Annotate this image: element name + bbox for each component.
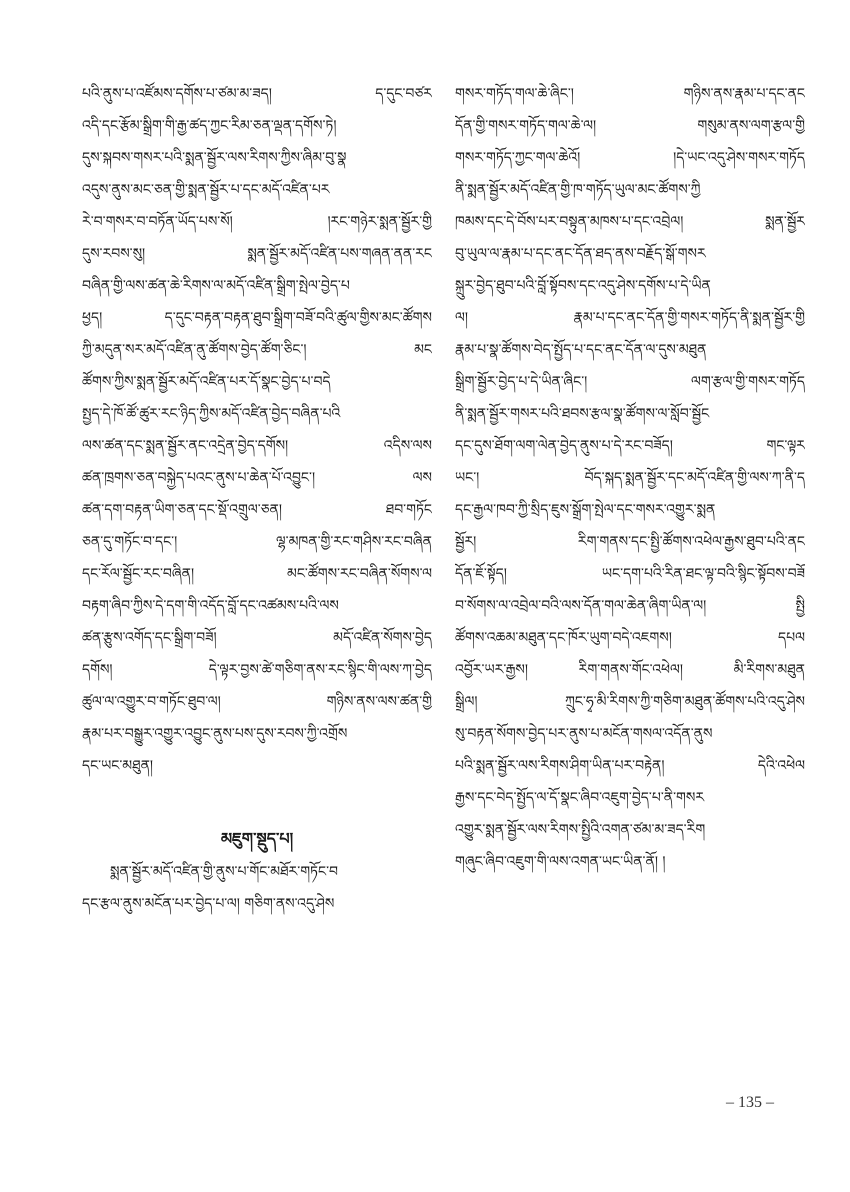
text-line: རྒྱས་དང་བེད་སྤྱོད་ལ་དོ་སྣང་ཞིབ་འཇུག་བྱེད་པ་ནི་གསར [455, 790, 705, 806]
text-line: ལ། རྣམ་པ་དང་ནང་དོན་གྱི་གསར་གཏོད་ནི་སྨན་སྦྱོར་གྱི [455, 310, 805, 326]
text-line: དང་རོལ་སྦྱོང་རང་བཞིན། མང་ཚོགས་རང་བཞིན་སོགས་ལ [82, 566, 432, 582]
text-line: དང་རྒྱལ་ཁབ་ཀྱི་སྲིད་ཇུས་སྒྲོག་སྤེལ་དང་གསར་འགྱུར་སྨན [455, 502, 716, 518]
text-line: ནི་སྨན་སྦྱོར་མདོ་འཛིན་གྱི་ཁ་གཏོད་ཡུལ་མང་ཚོགས་ཀྱི [455, 182, 701, 198]
right-column [455, 78, 805, 878]
text-line: སུ་བརྟན་སོགས་བྱེད་པར་ནུས་པ་མངོན་གསལ་འདོན་ནུས [455, 726, 713, 742]
text-line: ཁམས་དང་དེ་བོས་པར་བསྟུན་མཁས་པ་དང་འབྲེལ། སྨན་སྦྱོར [455, 214, 805, 230]
text-line: གསར་གཏོད་ཀྱང་གལ་ཆེའོ། །དེ་ཡང་འདུ་ཤེས་གསར་གཏོད [455, 150, 805, 166]
text-line: ཚན་རྩུས་འགོད་དང་སྒྲིག་བཟོ། མདོ་འཛིན་སོགས་བྱེད [82, 630, 432, 646]
left-column [82, 78, 432, 782]
text-line: ཚན་ཁྲགས་ཅན་བསྐྱེད་པའང་ནུས་པ་ཆེན་པོ་འབྱུང་། ལས [82, 470, 432, 486]
text-line: པའི་ནུས་པ་འཛོམས་དགོས་པ་ཙམ་མ་ཟད། ད་དུང་བཙར [82, 86, 432, 102]
text-line: བ་སོགས་ལ་འབྲེལ་བའི་ལས་དོན་གལ་ཆེན་ཞིག་ཡིན་ལ། སྤྱི [455, 598, 805, 614]
text-line: སྒྲིག་སྦྱོར་བྱེད་པ་དེ་ཡིན་ཞིང་། ལག་རྩལ་གྱི་གསར་གཏོད [455, 374, 805, 390]
text-line: ཚུལ་ལ་འགྱུར་བ་གཏོང་ཐུབ་ལ། གཉིས་ནས་ལས་ཚན་གྱི [82, 694, 432, 710]
text-line: བརྟག་ཞིབ་ཀྱིས་དེ་དག་གི་འདོད་བློ་དང་འཚམས་པའི་ལས [82, 598, 339, 614]
text-line: ཚོགས་ཀྱིས་སྨན་སྦྱོར་མདོ་འཛིན་པར་དོ་སྣང་བྱེད་པ་བདེ [82, 374, 331, 390]
text-line: དང་ཡང་མཐུན། [82, 758, 154, 774]
text-line: ཅན་དུ་གཏོང་བ་དང་། ལྷ་མཁན་གྱི་རང་གཤིས་རང་བཞིན [82, 534, 432, 550]
text-line: བཞིན་གྱི་ལས་ཚན་ཆེ་རིགས་ལ་མདོ་འཛིན་སྒྲིག་སྤེལ་བྱེད་པ [82, 278, 350, 294]
page-number: – 135 – [726, 1094, 774, 1111]
text-line: དུས་སྐབས་གསར་པའི་སྨན་སྦྱོར་ལས་རིགས་ཀྱིས་ཞིམ་བུ་སྣ [82, 150, 347, 166]
text-line: དོན་ཇོ་སྟོད། ཡང་དག་པའི་རིན་ཐང་ལྟ་བའི་སྙིང་སྟོབས་བཟོ [455, 566, 805, 582]
text-line: འདུས་ནུས་མང་ཅན་གྱི་སྨན་སྦྱོར་པ་དང་མདོ་འཛིན་པར [82, 182, 330, 198]
text-line: དུས་རབས་སུ། སྨན་སྦྱོར་མདོ་འཛིན་པས་གཞན་ནན་རང [82, 246, 432, 262]
text-line: དོན་གྱི་གསར་གཏོད་གལ་ཆེ་ལ། གསུམ་ནས་ལག་རྩལ་གྱི [455, 118, 805, 134]
text-line: རྣམ་པར་བསྒྱུར་འགྱུར་འབྱུང་ནུས་པས་དུས་རབས་ཀྱི་འགྲོས [82, 726, 348, 742]
text-line: རེ་བ་གསར་བ་བཏོན་ཡོད་པས་སོ། །རང་གཉེར་སྨན་སྦྱོར་གྱི [82, 214, 432, 230]
text-line: སྨན་སྦྱོར་མདོ་འཛིན་གྱི་ནུས་པ་གོང་མཐོར་གཏོང་བ [110, 864, 338, 880]
text-line: ཕྱད། ད་དུང་བརྟན་བརྟན་ཐུབ་སྒྲིག་བཟོ་བའི་ཚུལ་གྱིས་མང་ཚོགས [82, 310, 432, 326]
text-line: སྒྲིལ། ཀྲུང་ཧྭ་མི་རིགས་ཀྱི་གཅིག་མཐུན་ཚོགས་པའི་འདུ་ཤེས [455, 694, 805, 710]
text-line: དགོས། དེ་ལྟར་བྱས་ཚེ་གཅིག་ནས་རང་སྙིང་གི་ལས་ཀ་བྱེད [82, 662, 432, 678]
text-line: རྣམ་པ་སྣ་ཚོགས་བེད་སྤྱོད་པ་དང་ནང་དོན་ལ་དུས་མཐུན [455, 342, 707, 358]
text-line: གསར་གཏོད་གལ་ཆེ་ཞིང་། གཉིས་ནས་རྣམ་པ་དང་ནང [455, 86, 805, 102]
text-line: བུ་ཡུལ་ལ་རྣམ་པ་དང་ནང་དོན་ཐད་ནས་བརྗོད་སྒོ་གསར [455, 246, 706, 262]
text-line: འདི་དང་རྩོམ་སྒྲིག་གི་རྒྱ་ཚད་ཀྱང་རིམ་ཅན་ལྡན་དགོས་ཏེ། [82, 118, 337, 134]
section-heading: མཇུག་སྡུད་པ། [220, 829, 294, 848]
text-line: དང་རྩལ་ནུས་མངོན་པར་བྱེད་པ་ལ། གཅིག་ནས་འདུ་ཤེས [82, 896, 335, 912]
text-line: འབྱོར་ཡར་རྒྱས། རིག་གནས་གོང་འཕེལ། མི་རིགས་མཐུན [455, 662, 805, 678]
text-line: གཞུང་ཞིབ་འཇུག་གི་ལས་འགན་ཡང་ཡིན་ནོ། ། [455, 854, 666, 870]
text-line: འགྱུར་སྨན་སྦྱོར་ལས་རིགས་སྤྱིའི་འགན་ཙམ་མ་ཟད་རིག [455, 822, 706, 838]
text-line: ནི་སྨན་སྦྱོར་གསར་པའི་ཐབས་རྩལ་སྣ་ཚོགས་ལ་སློབ་སྦྱོང [455, 406, 710, 422]
text-line: སྐྲུར་བྱེད་ཐུབ་པའི་བློ་སྟོབས་དང་འདུ་ཤེས་དགོས་པ་དེ་ཡིན [455, 278, 711, 294]
text-line: དང་དུས་ཐོག་ལག་ལེན་བྱེད་ནུས་པ་དེ་རང་བཟོད། གང་ལྟར [455, 438, 805, 454]
text-line: པའི་སྨན་སྦྱོར་ལས་རིགས་ཤིག་ཡིན་པར་བརྟེན། དེའི་འཕེལ [455, 758, 805, 774]
text-line: ལས་ཚན་དང་སྨན་སྦྱོར་ནང་འདྲེན་བྱེད་དགོས། འདིས་ལས [82, 438, 432, 454]
text-line: ཡང་། བོད་སྐད་སྨན་སྦྱོར་དང་མདོ་འཛིན་གྱི་ལས་ཀ་ནི་ད [455, 470, 805, 486]
text-line: སྦྱོར། རིག་གནས་དང་སྤྱི་ཚོགས་འཕེལ་རྒྱས་ཐུབ་པའི་ནང [455, 534, 805, 550]
conclusion-paragraph [82, 856, 432, 920]
text-line: ཀྱི་མདུན་སར་མདོ་འཛིན་ནུ་ཚོགས་བྱེད་ཚོག་ཅིང་། མང [82, 342, 432, 358]
text-line: སྤྱད་དེ་ཁོ་ཚོ་ཚུར་རང་ཉིད་ཀྱིས་མདོ་འཛིན་བྱེད་བཞིན་པའི [82, 406, 341, 422]
text-line: ཚན་དག་བརྟན་ཡིག་ཅན་དང་སྡོ་འགྲུལ་ཅན། ཐབ་གཏོང [82, 502, 432, 518]
text-line: ཚོགས་འཆམ་མཐུན་དང་ཁོར་ཡུག་བདེ་འཇགས། དཔལ [455, 630, 805, 646]
